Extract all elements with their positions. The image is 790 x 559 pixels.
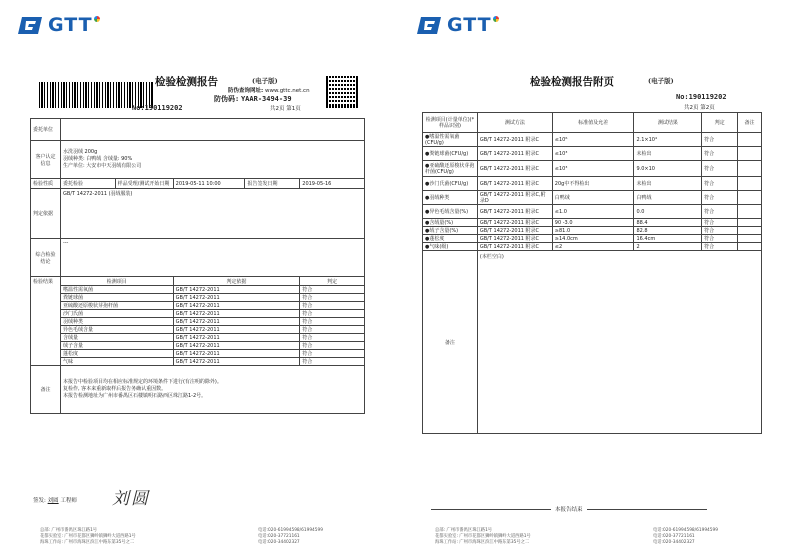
anti-fake-label: 防伪码: <box>214 95 240 103</box>
table-row <box>31 342 365 350</box>
remark-text <box>60 366 364 414</box>
table-row <box>423 191 762 205</box>
footer-line: 海珠工作站: 广州市海珠区滨江中路东第35号之二 <box>40 540 135 545</box>
row-result: 88.4 <box>634 219 702 227</box>
sample-line: 羽绒种类: 白鸭绒 含绒量: 90% <box>62 156 133 162</box>
result-verdict: 符合 <box>300 358 365 366</box>
row-remark <box>738 177 762 191</box>
anti-fake-line <box>214 94 292 104</box>
row-method: GB/T 14272-2011 附录C <box>477 133 552 147</box>
row-standard: 白鸭绒 <box>552 191 634 205</box>
result-verdict: 符合 <box>300 326 365 334</box>
result-item: 沙门氏菌 <box>60 310 173 318</box>
result-item: 绒子含量 <box>60 342 173 350</box>
row-remark <box>738 133 762 147</box>
result-verdict: 符合 <box>300 302 365 310</box>
row-item: ●异色毛绒含量(%) <box>423 205 478 219</box>
table-row <box>31 350 365 358</box>
footer-phone: 电话:020-61994598/61994599 <box>258 528 323 533</box>
verify-line <box>228 86 310 94</box>
footer-line: 总部: 广州市番禺区珠江路1号 <box>435 528 493 533</box>
row-method: GB/T 14272-2011 附录C <box>477 161 552 177</box>
client-value <box>60 119 364 141</box>
row-result: 16.4cm <box>634 235 702 243</box>
table-row <box>423 227 762 235</box>
footer-addresses <box>435 528 531 546</box>
report-no: No:190119202 <box>132 104 183 112</box>
result-basis: GB/T 14272-2011 <box>173 318 300 326</box>
footer-phone: 电话:020-37721161 <box>653 534 695 539</box>
gtt-logo <box>417 14 499 36</box>
result-verdict: 符合 <box>300 310 365 318</box>
sign-block <box>33 496 77 504</box>
col-header-method: 测试方法 <box>477 113 552 133</box>
verify-url[interactable]: www.gttc.net.cn <box>264 88 310 94</box>
sample-info <box>60 141 364 179</box>
row-result: 2.1×10⁴ <box>634 133 702 147</box>
row-verdict: 符合 <box>702 147 738 161</box>
result-basis: GB/T 14272-2011 <box>173 334 300 342</box>
row-standard: 90 -3.0 <box>552 219 634 227</box>
row-result: 82.8 <box>634 227 702 235</box>
row-verdict: 符合 <box>702 227 738 235</box>
results-header-item: 检测项目 <box>60 277 173 286</box>
row-remark <box>738 161 762 177</box>
row-verdict: 符合 <box>702 177 738 191</box>
row-standard: ≤10³ <box>552 161 634 177</box>
row-item: ●气味(级) <box>423 243 478 251</box>
inspect-label: 检验性质 <box>31 179 61 189</box>
table-row <box>31 310 365 318</box>
result-basis: GB/T 14272-2011 <box>173 294 300 302</box>
receive-value: 2019-05-11 10:00 <box>173 179 245 189</box>
electronic-tag: (电子版) <box>252 77 278 85</box>
inspect-value: 委托检验 <box>60 179 115 189</box>
client-label: 委托单位 <box>31 119 61 141</box>
row-standard: ≥81.0 <box>552 227 634 235</box>
row-remark <box>738 243 762 251</box>
result-basis: GB/T 14272-2011 <box>173 302 300 310</box>
result-basis: GB/T 14272-2011 <box>173 326 300 334</box>
table-row <box>31 294 365 302</box>
table-row <box>423 205 762 219</box>
row-method: GB/T 14272-2011 附录C <box>477 219 552 227</box>
row-standard: ≤10⁶ <box>552 133 634 147</box>
col-header-result: 测试结果 <box>634 113 702 133</box>
remark-label: 备注 <box>31 366 61 414</box>
row-result: 白鸭绒 <box>634 191 702 205</box>
row-result: 9.0×10 <box>634 161 702 177</box>
end-of-report: 本报告结束 <box>555 505 711 513</box>
sign-label: 签发: <box>33 498 46 504</box>
handwritten-signature: 刘圆 <box>112 489 150 509</box>
table-row <box>423 219 762 227</box>
table-row <box>423 161 762 177</box>
gtt-logo-icon <box>18 17 42 34</box>
remark-label: 备注 <box>423 251 478 434</box>
gtt-logo-icon <box>417 17 441 34</box>
row-standard: ≤1.0 <box>552 205 634 219</box>
table-row <box>423 147 762 161</box>
row-method: GB/T 14272-2011 附录C <box>477 147 552 161</box>
row-verdict: 符合 <box>702 243 738 251</box>
row-item: ●沙门氏菌(CFU/g) <box>423 177 478 191</box>
table-row <box>423 133 762 147</box>
footer-phones <box>258 528 323 546</box>
row-remark <box>738 205 762 219</box>
row-item: ●嗜温性需氧菌(CFU/g) <box>423 133 478 147</box>
result-verdict: 符合 <box>300 294 365 302</box>
footer-line: 花都实验室: 广州市花都区狮岭镇狮岭大道西路1号 <box>435 534 531 539</box>
result-verdict: 符合 <box>300 334 365 342</box>
row-remark <box>738 147 762 161</box>
anti-fake-code: YAAR-3494-39 <box>240 95 292 103</box>
sample-label: 客户认定信息 <box>31 141 61 179</box>
logo-text: GTT <box>447 14 492 36</box>
result-basis: GB/T 14272-2011 <box>173 310 300 318</box>
row-item: ●绒子含量(%) <box>423 227 478 235</box>
report-title: 检验检测报告 <box>155 76 218 88</box>
footer-phone: 电话:020-34402327 <box>653 540 695 545</box>
issue-label: 报告签发日期 <box>245 179 300 189</box>
footer-line: 花都实验室: 广州市花都区狮岭镇狮岭大道西路1号 <box>40 534 136 539</box>
row-result: 未检出 <box>634 177 702 191</box>
row-verdict: 符合 <box>702 205 738 219</box>
row-verdict: 符合 <box>702 191 738 205</box>
basis-value: GB/T 14272-2011 (羽绒服装) <box>60 189 364 239</box>
page-count: 共2页 第1页 <box>270 106 301 112</box>
result-item: 嗜温性需氧菌 <box>60 286 173 294</box>
result-item: 气味 <box>60 358 173 366</box>
result-verdict: 符合 <box>300 350 365 358</box>
row-method: GB/T 14272-2011 附录C <box>477 177 552 191</box>
row-result: 0.0 <box>634 205 702 219</box>
basis-label: 判定依据 <box>31 189 61 239</box>
row-remark <box>738 235 762 243</box>
result-item: 亚硫酸还原梭状芽孢杆菌 <box>60 302 173 310</box>
footer-phone: 电话:020-34402327 <box>258 540 300 545</box>
row-standard: ≤2 <box>552 243 634 251</box>
result-item: 羽绒种类 <box>60 318 173 326</box>
result-basis: GB/T 14272-2011 <box>173 342 300 350</box>
row-remark <box>738 219 762 227</box>
row-result: 2 <box>634 243 702 251</box>
col-header-verdict: 判定 <box>702 113 738 133</box>
table-row <box>31 334 365 342</box>
row-item: ●羽绒种类 <box>423 191 478 205</box>
conclusion-label: 综合检验结论 <box>31 239 61 277</box>
logo-color-dot <box>493 16 499 22</box>
issue-value: 2019-05-16 <box>300 179 365 189</box>
results-header-verdict: 判定 <box>300 277 365 286</box>
qr-code <box>326 76 358 108</box>
table-row <box>423 235 762 243</box>
row-verdict: 符合 <box>702 219 738 227</box>
sample-line: 水洗羽绒 200g <box>62 149 98 155</box>
result-item: 含绒量 <box>60 334 173 342</box>
page-count: 共2页 第2页 <box>684 105 715 111</box>
result-basis: GB/T 14272-2011 <box>173 358 300 366</box>
result-verdict: 符合 <box>300 286 365 294</box>
report-no: No:190119202 <box>676 93 727 101</box>
remark-value: (本栏空白) <box>477 251 761 434</box>
result-verdict: 符合 <box>300 342 365 350</box>
remark-line: 本报告检测地址为广州市番禺区石楼镇明石路西区珠江路1-2号。 <box>62 393 207 399</box>
row-remark <box>738 191 762 205</box>
receive-label: 样品受理/测试开始日期 <box>115 179 173 189</box>
table-row <box>31 302 365 310</box>
row-method: GB/T 14272-2011 附录C,附录D <box>477 191 552 205</box>
footer-line: 总部: 广州市番禺区珠江路1号 <box>40 528 98 533</box>
conclusion-value: --- <box>60 239 364 277</box>
result-label: 检验结果 <box>31 277 61 366</box>
col-header-standard: 标准值及允差 <box>552 113 634 133</box>
result-item: 粪链球菌 <box>60 294 173 302</box>
remark-line: 本报告中检验项目均在相应标准规定的环境条件下进行(有注明的除外)。 <box>62 379 222 385</box>
electronic-tag: (电子版) <box>648 77 674 85</box>
results-header-basis: 判定依据 <box>173 277 300 286</box>
row-item: ●含绒量(%) <box>423 219 478 227</box>
footer-phone: 电话:020-61994598/61994599 <box>653 528 718 533</box>
row-verdict: 符合 <box>702 235 738 243</box>
row-item: ●亚硫酸还原梭状芽孢杆菌(CFU/g) <box>423 161 478 177</box>
sample-line: 生产单位: 大安市中天羽绒有限公司 <box>62 163 142 169</box>
row-method: GB/T 14272-2011 附录C <box>477 235 552 243</box>
table-row <box>31 286 365 294</box>
logo-text: GTT <box>48 14 93 36</box>
signer-title: 工程师 <box>60 498 77 504</box>
row-item: ●粪链球菌(CFU/g) <box>423 147 478 161</box>
row-verdict: 符合 <box>702 161 738 177</box>
row-verdict: 符合 <box>702 133 738 147</box>
gtt-logo <box>18 14 100 36</box>
row-result: 未检出 <box>634 147 702 161</box>
appendix-title: 检验检测报告附页 <box>530 76 614 88</box>
appendix-table <box>422 112 762 434</box>
row-method: GB/T 14272-2011 附录C <box>477 205 552 219</box>
table-row <box>423 243 762 251</box>
row-method: GB/T 14272-2011 附录C <box>477 243 552 251</box>
verify-label: 防伪查询网址: <box>228 88 264 94</box>
report-main-table <box>30 118 365 414</box>
signer-name: 刘圆 <box>47 498 59 504</box>
footer-phone: 电话:020-37721161 <box>258 534 300 539</box>
logo-color-dot <box>94 16 100 22</box>
report-page-2 <box>395 0 790 559</box>
row-standard: ≥14.0cm <box>552 235 634 243</box>
row-remark <box>738 227 762 235</box>
row-standard: ≤10³ <box>552 147 634 161</box>
result-item: 蓬松度 <box>60 350 173 358</box>
result-basis: GB/T 14272-2011 <box>173 286 300 294</box>
table-row <box>31 318 365 326</box>
result-basis: GB/T 14272-2011 <box>173 350 300 358</box>
col-header-remark: 备注 <box>738 113 762 133</box>
col-header-item: 检测项目(计量单位)(*样品识别) <box>423 113 478 133</box>
table-row <box>31 358 365 366</box>
table-row <box>423 177 762 191</box>
row-method: GB/T 14272-2011 附录C <box>477 227 552 235</box>
footer-phones <box>653 528 718 546</box>
table-row <box>31 326 365 334</box>
row-standard: 20g中不得检出 <box>552 177 634 191</box>
footer-line: 海珠工作站: 广州市海珠区滨江中路东第35号之二 <box>435 540 530 545</box>
remark-line: 复检作, 客本来重新取样后报告务确认重因数。 <box>62 386 167 392</box>
footer-addresses <box>40 528 136 546</box>
row-item: ●蓬松度 <box>423 235 478 243</box>
result-item: 异色毛绒含量 <box>60 326 173 334</box>
result-verdict: 符合 <box>300 318 365 326</box>
